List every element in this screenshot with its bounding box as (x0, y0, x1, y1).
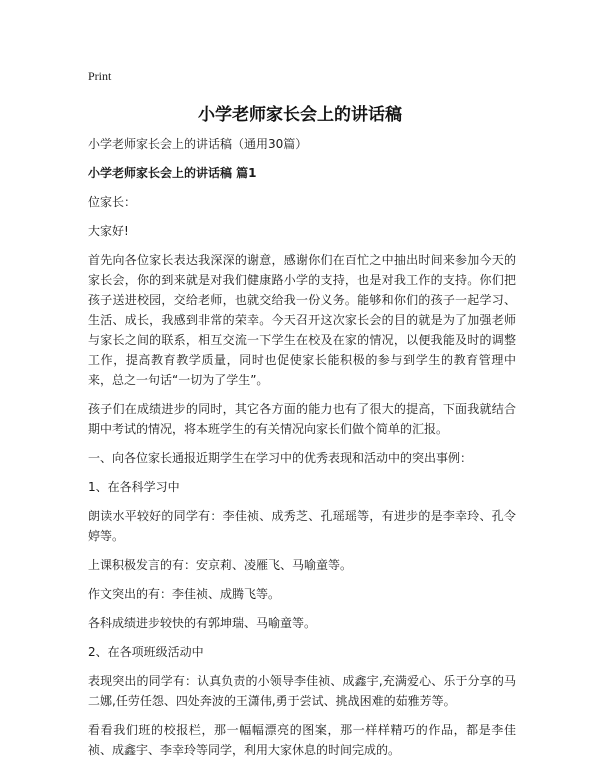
greeting-line: 位家长： (88, 195, 137, 209)
document-body (88, 134, 516, 769)
section-heading: 小学老师家长会上的讲话稿 篇1 (88, 166, 257, 180)
print-link[interactable]: Print (88, 69, 112, 83)
body-paragraph: 一、向各位家长通报近期学生在学习中的优秀表现和活动中的突出事例： (88, 451, 473, 465)
body-paragraph: 孩子们在成绩进步的同时，其它各方面的能力也有了很大的提高，下面我就结合期中考试的情况，将本班学生的有关情况向家长们做个简单的汇报。 (88, 402, 516, 436)
page-title: 小学老师家长会上的讲话稿 (198, 105, 402, 125)
body-paragraph: 2、在各项班级活动中 (88, 645, 204, 659)
body-paragraph: 看看我们班的校报栏，那一幅幅漂亮的图案，那一样样精巧的作品，都是李佳祯、成鑫宇、李幸玲等同学，利用大家休息的时间完成的。 (88, 723, 516, 757)
salutation-line: 大家好! (88, 224, 129, 238)
body-paragraph: 1、在各科学习中 (88, 480, 180, 494)
document-subtitle: 小学老师家长会上的讲话稿（通用30篇） (88, 137, 308, 151)
body-paragraph: 各科成绩进步较快的有郭坤瑞、马喻童等。 (88, 616, 317, 630)
body-paragraph: 朗读水平较好的同学有：李佳祯、成秀芝、孔瑶瑶等，有进步的是李幸玲、孔令婷等。 (88, 509, 516, 543)
body-paragraph: 首先向各位家长表达我深深的谢意，感谢你们在百忙之中抽出时间来参加今天的家长会，你的到来就是对我们健康路小学的支持，也是对我工作的支持。你们把孩子送进校园，交给老师，也就交给我一份义务。能够和你们的孩子一起学习、生活、成长，我感到非常的荣幸。今天召开这次家长会的目的就是为了加强老师与家长之间的联系，相互交流一下学生在校及在家的情况，以便我能及时的调整工作，提高教育教学质量，同时也促使家长能积极的参与到学生的教育管理中来，总之一句话“一切为了学生”。 (88, 253, 516, 387)
body-paragraph: 表现突出的同学有：认真负责的小领导李佳祯、成鑫宇,充满爱心、乐于分享的马二娜,任劳任怨、四处奔波的王潇伟,勇于尝试、挑战困难的茹雅芳等。 (88, 674, 516, 708)
body-paragraph: 上课积极发言的有：安京莉、凌雁飞、马喻童等。 (88, 558, 353, 572)
body-paragraph: 作文突出的有：李佳祯、成腾飞等。 (88, 587, 281, 601)
